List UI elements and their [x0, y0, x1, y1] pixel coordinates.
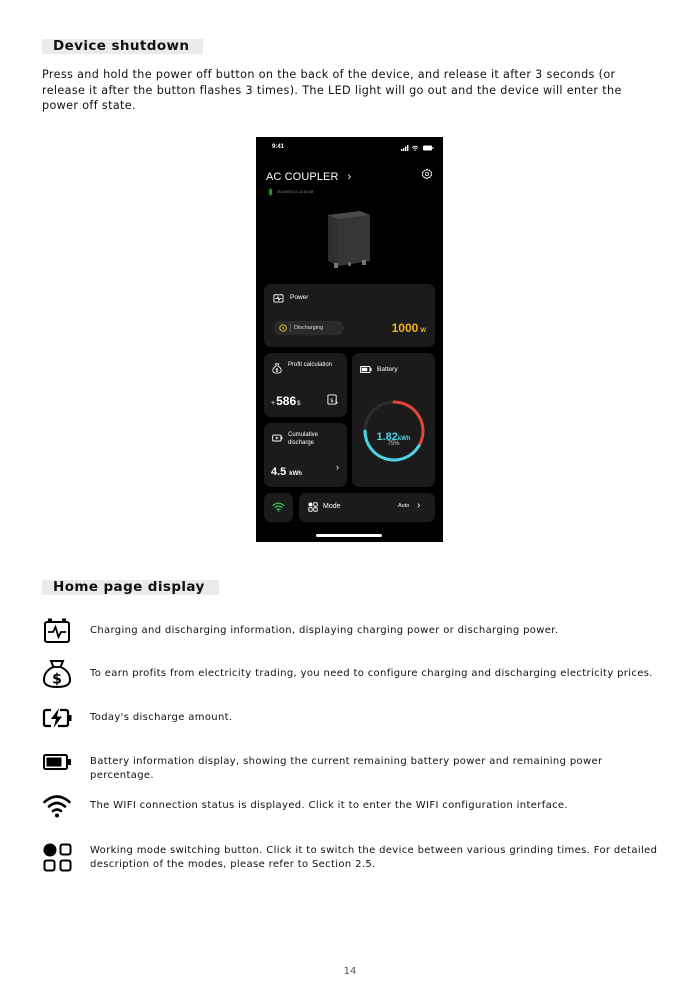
svg-text:$: $	[330, 397, 334, 404]
status-time: 9:41	[272, 144, 285, 150]
price-settings-icon[interactable]	[327, 394, 338, 405]
legend-text: Charging and discharging information, displaying charging power or discharging power.	[90, 625, 559, 636]
status-pill	[274, 321, 344, 335]
device-title[interactable]: AC COUPLER ›	[266, 171, 352, 183]
svg-text:$: $	[275, 368, 279, 374]
profit-card[interactable]	[264, 353, 347, 417]
mode-grid-icon	[308, 502, 318, 512]
home-indicator[interactable]	[316, 534, 382, 537]
power-card-title: Power	[290, 294, 309, 301]
discharge-value: 4.5 kWh	[271, 466, 302, 478]
chevron-right-icon[interactable]: ›	[336, 462, 339, 472]
power-card[interactable]	[264, 284, 435, 347]
battery-icon	[360, 366, 372, 373]
status-icons	[401, 145, 435, 151]
mode-label: Mode	[323, 503, 341, 510]
battery-icon	[42, 747, 72, 777]
mode-button[interactable]	[299, 493, 435, 522]
legend-text: Working mode switching button. Click it to switch the device between various grinding times. For detailed description of the modes, please refer to Section 2.5.	[90, 845, 658, 870]
wifi-icon	[42, 791, 72, 821]
discharge-status-icon	[279, 324, 287, 332]
shutdown-paragraph: Press and hold the power off button on the back of the device, and release it after 3 seconds (or release it after the button flashes 3 times). The LED light will go out and the device will enter the power off state.	[42, 68, 622, 113]
legend-text: Today's discharge amount.	[90, 712, 233, 723]
svg-text:$: $	[52, 671, 62, 688]
wifi-button[interactable]	[264, 493, 293, 522]
money-bag-icon	[42, 659, 72, 689]
battery-pulse-icon	[42, 616, 72, 646]
battery-card[interactable]	[352, 353, 435, 487]
legend-text: The WIFI connection status is displayed. Click it to enter the WIFI configuration interface.	[90, 800, 568, 811]
mode-chevron-icon[interactable]: ›	[417, 500, 421, 511]
battery-energy: 1.82kWh	[376, 431, 411, 443]
battery-bolt-icon	[272, 434, 283, 442]
battery-card-title: Battery	[377, 366, 398, 373]
timestamp: 2024/05/13 11:40:38	[277, 189, 314, 194]
money-bag-icon	[272, 363, 282, 374]
device-image	[324, 209, 374, 271]
battery-bolt-icon	[42, 703, 72, 733]
wifi-icon	[272, 502, 285, 512]
app-screenshot	[256, 137, 443, 542]
mode-grid-icon	[42, 842, 72, 872]
battery-pulse-icon	[273, 293, 284, 303]
battery-percent: 75%	[387, 441, 400, 447]
gear-icon[interactable]	[421, 168, 433, 180]
page-number: 14	[343, 966, 357, 977]
power-status: Discharging	[294, 324, 324, 331]
profit-card-title: Profit calculation	[288, 362, 333, 368]
discharge-card[interactable]	[264, 423, 347, 487]
power-value: 1000 W	[391, 321, 426, 335]
section-heading-home: Home page display	[42, 580, 219, 595]
bluetooth-icon	[268, 188, 273, 196]
legend-text: Battery information display, showing the current remaining battery power and remaining power percentage.	[90, 756, 603, 781]
discharge-card-title: Cumulative discharge	[288, 432, 319, 446]
mode-value: Auto	[398, 503, 410, 509]
profit-value: +586$	[271, 394, 301, 408]
legend-text: To earn profits from electricity trading, you need to configure charging and discharging electricity prices.	[90, 668, 653, 679]
section-heading-shutdown: Device shutdown	[42, 39, 203, 54]
